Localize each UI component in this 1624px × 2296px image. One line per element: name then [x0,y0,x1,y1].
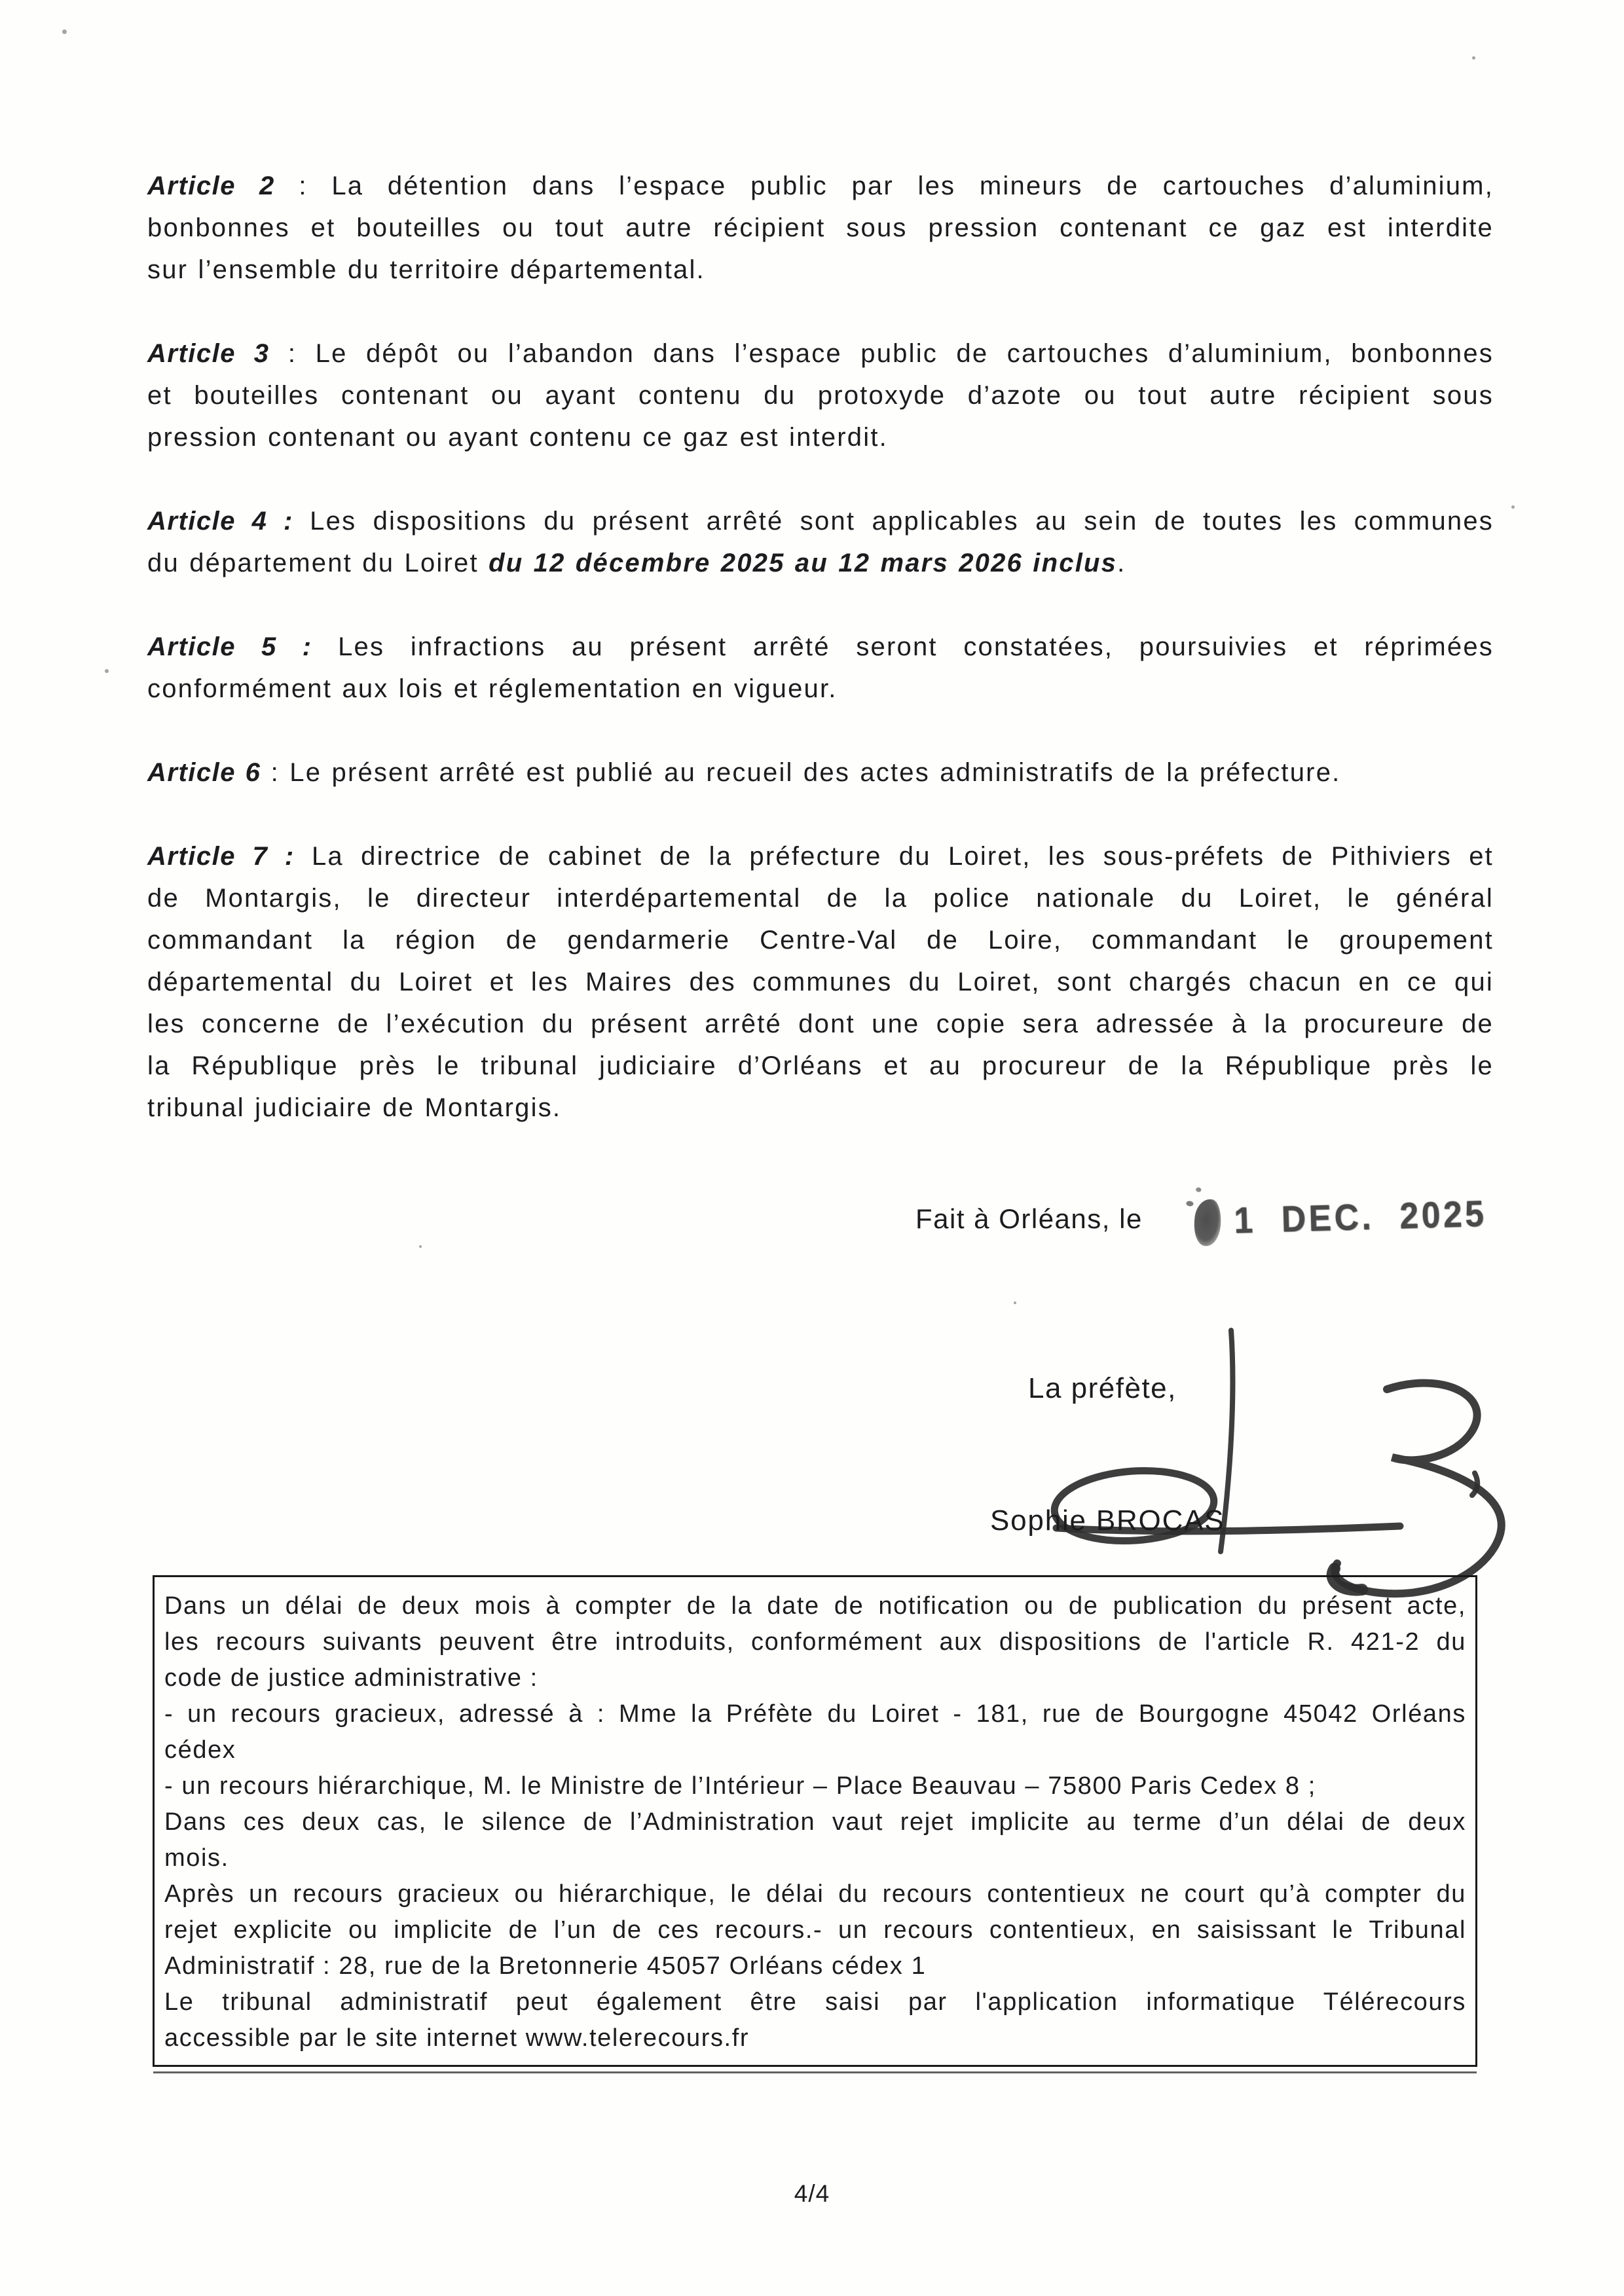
articles-section [147,165,1494,1171]
scan-speck [105,669,109,673]
article-paragraph [147,500,1494,584]
place-date-text: Fait à Orléans, le [915,1203,1143,1234]
article-paragraph [147,835,1494,1129]
article-paragraph [147,626,1494,710]
signatory-name: Sophie BROCAS [990,1504,1225,1537]
scan-speck [419,1245,422,1248]
notice-box [153,1575,1477,2067]
article-label: Article 5 : [147,632,312,661]
text-segment: les concerne de l’exécution du présent arrêté dont une copie sera adressée à la procureure de [147,1010,1494,1038]
date-stamp-text: 1 DEC. 2025 [1233,1192,1488,1241]
text-line [147,207,1494,249]
text-line [147,877,1494,919]
notice-line: cédex [164,1736,236,1764]
text-line [147,249,1494,291]
text-segment: Les dispositions du présent arrêté sont applicables au sein de toutes les communes [293,507,1494,536]
text-line [147,165,1494,207]
notice-line: les recours suivants peuvent être introduits, conformément aux dispositions de l'article R. 421-2 du [164,1628,1466,1656]
text-line [147,1045,1494,1087]
article-label: Article 7 : [147,842,295,871]
text-segment: du département du Loiret [147,549,489,577]
notice-line: Dans un délai de deux mois à compter de la date de notification ou de publication du présent acte, [164,1592,1466,1620]
scan-speck [1472,56,1475,60]
text-line [147,333,1494,374]
notice-line: code de justice administrative : [164,1664,538,1692]
text-line [147,626,1494,668]
text-segment: sur l’ensemble du territoire départemental. [147,255,705,284]
text-line [147,416,1494,458]
text-segment: du 12 décembre 2025 au 12 mars 2026 inclus [489,549,1118,577]
text-segment: pression contenant ou ayant contenu ce gaz est interdit. [147,423,888,452]
scan-speck [62,29,67,34]
text-segment: La directrice de cabinet de la préfecture du Loiret, les sous-préfets de Pithiviers et [294,842,1494,871]
text-segment: départemental du Loiret et les Maires des communes du Loiret, sont chargés chacun en ce qui [147,968,1494,996]
text-line [147,542,1494,584]
text-line [147,961,1494,1003]
text-segment: Les infractions au présent arrêté seront constatées, poursuivies et réprimées [312,632,1494,661]
article-paragraph [147,333,1494,458]
article-paragraph [147,165,1494,291]
text-segment: : Le présent arrêté est publié au recueil des actes administratifs de la préfecture. [261,758,1341,787]
text-line [147,835,1494,877]
text-segment: commandant la région de gendarmerie Centre-Val de Loire, commandant le groupement [147,926,1494,955]
signature-title: La préfète, [1028,1372,1177,1404]
text-segment: : Le dépôt ou l’abandon dans l’espace public de cartouches d’aluminium, bonbonnes [269,339,1494,368]
scan-speck [1511,505,1515,509]
notice-line: - un recours gracieux, adressé à : Mme la Préfète du Loiret - 181, rue de Bourgogne 45042 Orléans [164,1700,1466,1728]
text-line [147,374,1494,416]
article-label: Article 4 : [147,507,293,536]
text-segment: de Montargis, le directeur interdépartemental de la police nationale du Loiret, le général [147,884,1494,913]
notice-line: Dans ces deux cas, le silence de l’Administration vaut rejet implicite au terme d’un délai de deux [164,1808,1466,1836]
notice-line: Administratif : 28, rue de la Bretonnerie 45057 Orléans cédex 1 [164,1952,927,1980]
text-line [147,919,1494,961]
notice-line: accessible par le site internet www.telerecours.fr [164,2024,750,2052]
notice-line: mois. [164,1844,229,1872]
article-label: Article 6 [147,758,261,787]
stamp-smudge-mark [1192,1197,1223,1247]
article-paragraph [147,752,1494,793]
date-stamp [1194,1192,1488,1241]
text-line [147,1087,1494,1129]
scan-speck [1014,1302,1016,1304]
text-segment: et bouteilles contenant ou ayant contenu du protoxyde d’azote ou tout autre récipient sous [147,381,1494,410]
text-line [147,752,1494,793]
text-segment: bonbonnes et bouteilles ou tout autre récipient sous pression contenant ce gaz est interdite [147,213,1494,242]
text-segment: : La détention dans l’espace public par les mineurs de cartouches d’aluminium, [274,172,1494,200]
text-line [147,500,1494,542]
article-label: Article 2 [147,172,275,200]
page-number: 4/4 [794,2180,830,2207]
text-segment: tribunal judiciaire de Montargis. [147,1093,562,1122]
text-segment: la République près le tribunal judiciaire d’Orléans et au procureur de la République près le [147,1051,1494,1080]
signature-scrawl [904,1309,1572,1617]
dateline [915,1192,1511,1241]
article-label: Article 3 [147,339,270,368]
text-line [147,1003,1494,1045]
notice-line: - un recours hiérarchique, M. le Ministre de l’Intérieur – Place Beauvau – 75800 Paris Cedex 8 ; [164,1772,1316,1800]
text-line [147,668,1494,710]
text-segment: . [1117,549,1126,577]
notice-line: Le tribunal administratif peut également être saisi par l'application informatique Télérecours [164,1988,1466,2016]
notice-line: Après un recours gracieux ou hiérarchique, le délai du recours contentieux ne court qu’à compter du [164,1880,1466,1908]
text-segment: conformément aux lois et réglementation en vigueur. [147,674,838,703]
notice-line: rejet explicite ou implicite de l’un de ces recours.- un recours contentieux, en saisissant le Tribunal [164,1916,1466,1944]
